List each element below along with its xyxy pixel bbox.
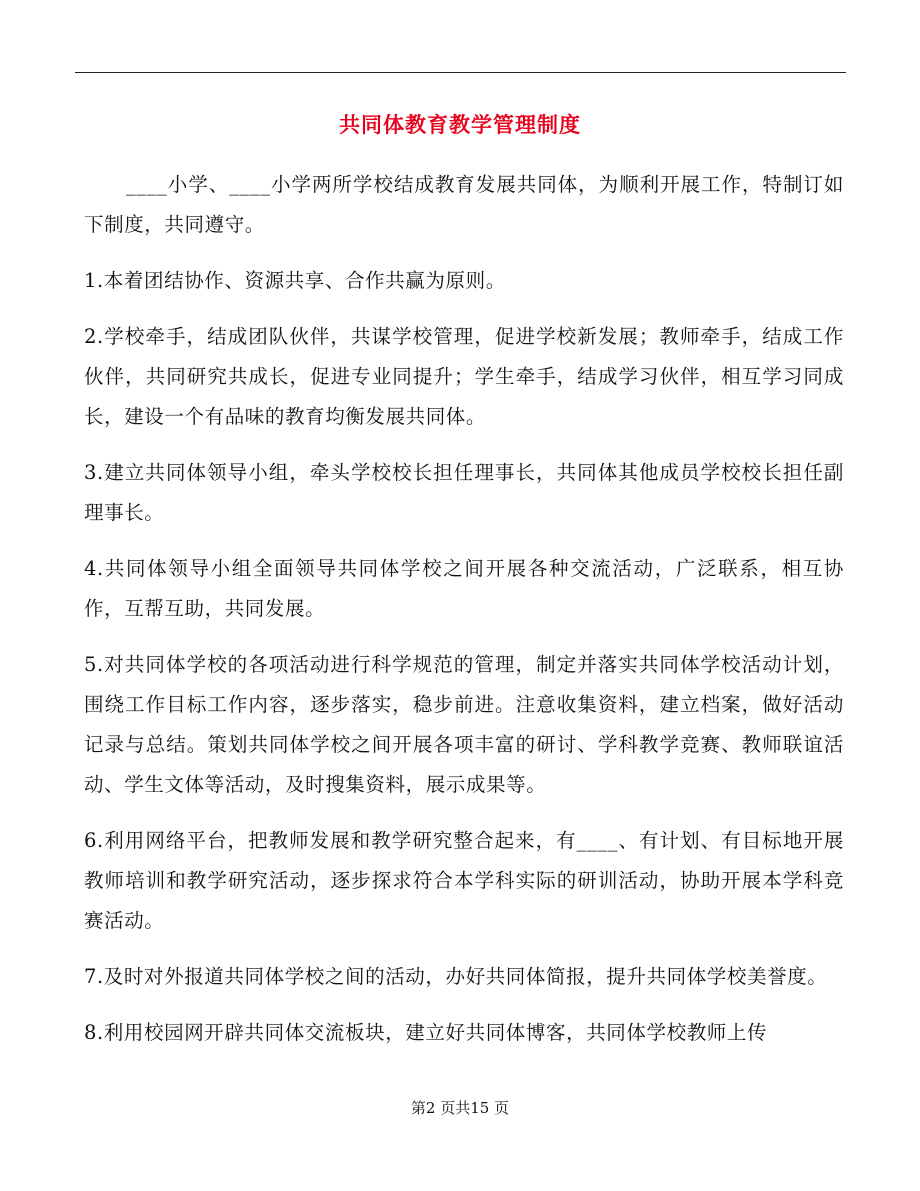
header-rule: [75, 72, 846, 73]
paragraph-item-7: 7.及时对外报道共同体学校之间的活动，办好共同体简报，提升共同体学校美誉度。: [84, 965, 828, 988]
document-body: [84, 165, 844, 1069]
paragraph-item-8: 8.利用校园网开辟共同体交流板块，建立好共同体博客，共同体学校教师上传: [84, 1021, 768, 1044]
document-title: 共同体教育教学管理制度: [339, 112, 581, 137]
paragraph-item-6: 6.利用网络平台，把教师发展和教学研究整合起来，有____、有计划、有目标地开展教师培训和教学研究活动，逐步探求符合本学科实际的研训活动，协助开展本学科竞赛活动。: [84, 829, 844, 932]
intro-paragraph: ____小学、____小学两所学校结成教育发展共同体，为顺利开展工作，特制订如下制度，共同遵守。: [84, 173, 844, 236]
paragraph-item-3: 3.建立共同体领导小组，牵头学校校长担任理事长，共同体其他成员学校校长担任副理事长。: [84, 461, 844, 524]
paragraph-item-2: 2.学校牵手，结成团队伙伴，共谋学校管理，促进学校新发展；教师牵手，结成工作伙伴，共同研究共成长，促进专业同提升；学生牵手，结成学习伙伴，相互学习同成长，建设一个有品味的教育均衡发展共同体。: [84, 325, 844, 428]
paragraph-item-1: 1.本着团结协作、资源共享、合作共赢为原则。: [84, 269, 506, 292]
paragraph-item-5: 5.对共同体学校的各项活动进行科学规范的管理，制定并落实共同体学校活动计划，围绕工作目标工作内容，逐步落实，稳步前进。注意收集资料，建立档案，做好活动记录与总结。策划共同体学校之间开展各项丰富的研讨、学科教学竞赛、教师联谊活动、学生文体等活动，及时搜集资料，展示成果等。: [84, 653, 844, 796]
page-number-footer: 第2 页共15 页: [410, 1099, 510, 1117]
paragraph-item-4: 4.共同体领导小组全面领导共同体学校之间开展各种交流活动，广泛联系，相互协作，互帮互助，共同发展。: [84, 557, 844, 620]
